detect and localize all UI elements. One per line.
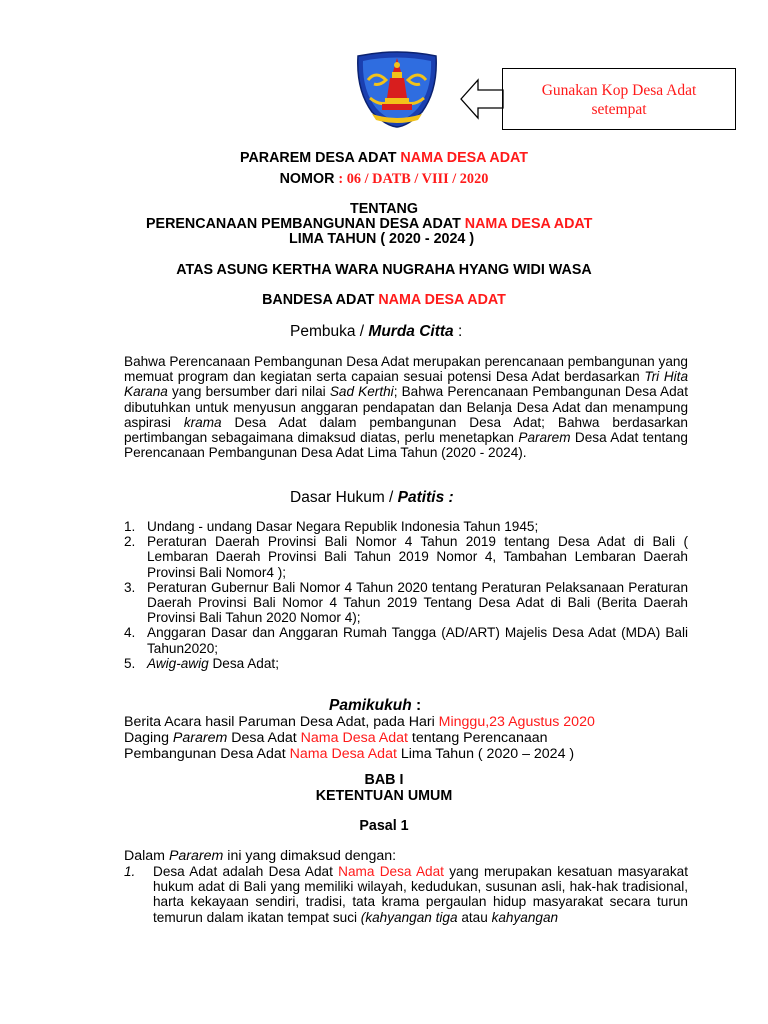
blessing-line: ATAS ASUNG KERTHA WARA NUGRAHA HYANG WIDI WASA xyxy=(176,262,592,278)
list-item: 1. Desa Adat adalah Desa Adat Nama Desa Adat yang merupakan kesatuan masyarakat hukum adat di Bali yang memiliki wilayah, kedudukan, susunan asli, hak-hak tradisional, harta kekayaan sendiri, tradisi, tata krama pergaulan hidup masyarakat secara turun temurun dalam ikatan tempat suci (kahyangan tiga atau kahyangan xyxy=(124,864,688,925)
pasal-item-1 xyxy=(124,864,688,925)
bab-title: BAB I xyxy=(364,772,404,788)
callout-arrow-icon xyxy=(460,78,504,125)
dasar-hukum-list xyxy=(124,519,688,671)
nomor-line: NOMOR : 06 / DATB / VIII / 2020 xyxy=(279,171,489,187)
tentang-heading: TENTANG xyxy=(349,201,419,217)
bandesa-line: BANDESA ADAT NAMA DESA ADAT xyxy=(262,292,506,308)
pamikukuh-heading: Pamikukuh : xyxy=(329,697,422,714)
list-item: 1. Undang - undang Dasar Negara Republik Indonesia Tahun 1945; xyxy=(124,519,539,534)
callout-line-1: Gunakan Kop Desa Adat xyxy=(541,82,697,99)
pasal-intro: Dalam Pararem ini yang dimaksud dengan: xyxy=(124,848,397,864)
pamikukuh-line-1: Berita Acara hasil Paruman Desa Adat, pada Hari Minggu,23 Agustus 2020 xyxy=(124,714,595,730)
pararem-title: PARAREM DESA ADAT NAMA DESA ADAT xyxy=(239,150,529,166)
list-item: 2. Peraturan Daerah Provinsi Bali Nomor 4 Tahun 2019 tentang Desa Adat di Bali ( Lembaran Daerah Provinsi Bali Tahun 2019 Nomor 4, Tambahan Lembaran Daerah Provinsi Bali Nomor4 ); xyxy=(124,534,688,580)
pembuka-paragraph: Bahwa Perencanaan Pembangunan Desa Adat merupakan perencanaan pembangunan yang memuat program dan kegiatan serta capaian sesuai potensi Desa Adat berdasarkan Tri Hita Karana yang bersumber dari nilai Sad Kerthi; Bahwa Perencanaan Pembangunan Desa Adat dibutuhkan untuk menyusun anggaran pendapatan dan Belanja Desa Adat dan menampung aspirasi krama Desa Adat dalam pembangunan Desa Adat; Bahwa berdasarkan pertimbangan sebagaimana dimaksud diatas, perlu menetapkan Pararem Desa Adat tentang Perencanaan Pembangunan Desa Adat Lima Tahun (2020 - 2024). xyxy=(124,354,689,461)
desa-adat-logo xyxy=(352,50,442,133)
callout-note xyxy=(502,68,736,130)
list-item: 3. Peraturan Gubernur Bali Nomor 4 Tahun 2020 tentang Peraturan Pelaksanaan Peraturan Daerah Provinsi Bali Nomor 4 Tahun 2019 Tentang Desa Adat di Bali (Berita Daerah Provinsi Bali Tahun 2020 Nomor 4); xyxy=(124,579,688,626)
list-item: 4. Anggaran Dasar dan Anggaran Rumah Tangga (AD/ART) Majelis Desa Adat (MDA) Bali Tahun2020; xyxy=(124,625,688,656)
pembuka-heading: Pembuka / Murda Citta : xyxy=(290,323,463,340)
callout-line-2: setempat xyxy=(591,101,647,118)
subject-line-1: PERENCANAAN PEMBANGUNAN DESA ADAT NAMA DESA ADAT xyxy=(146,216,593,232)
list-item: 5. Awig-awig Desa Adat; xyxy=(124,655,279,671)
pamikukuh-line-3: Pembangunan Desa Adat Nama Desa Adat Lima Tahun ( 2020 – 2024 ) xyxy=(124,746,575,762)
bab-subtitle: KETENTUAN UMUM xyxy=(315,788,453,804)
pamikukuh-body xyxy=(124,714,704,762)
subject-line-2: LIMA TAHUN ( 2020 - 2024 ) xyxy=(289,231,475,247)
pamikukuh-line-2: Daging Pararem Desa Adat Nama Desa Adat tentang Perencanaan xyxy=(124,730,548,746)
dasar-hukum-heading: Dasar Hukum / Patitis : xyxy=(290,489,454,506)
pasal-heading: Pasal 1 xyxy=(359,818,409,834)
